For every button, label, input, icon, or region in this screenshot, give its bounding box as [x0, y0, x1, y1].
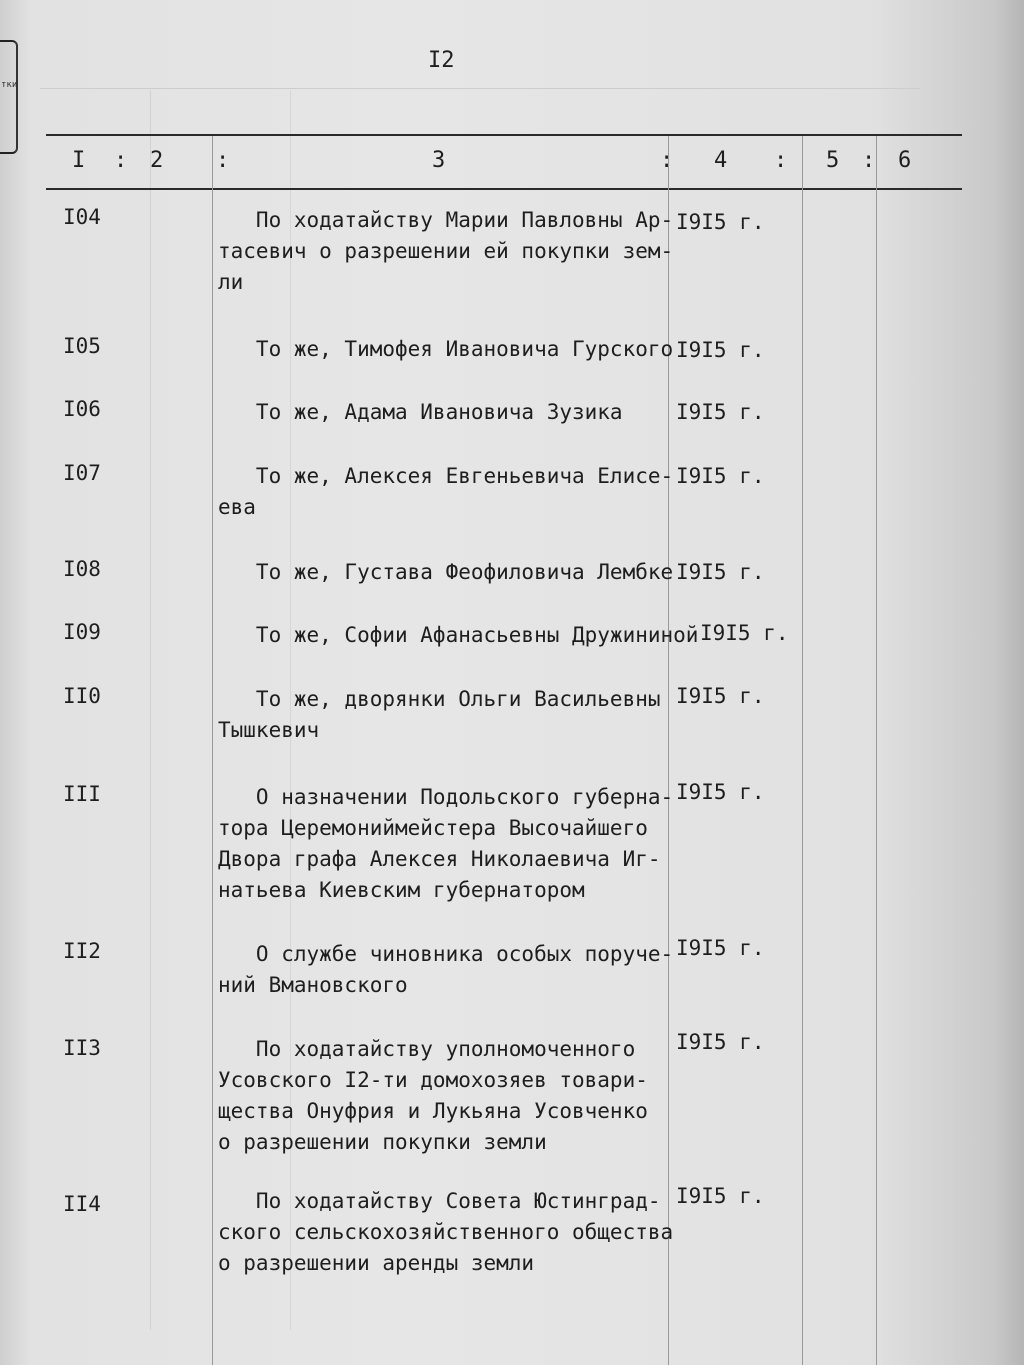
- row-title: О службе чиновника особых поруче- ний Вмановского: [218, 942, 674, 997]
- row-date: I9I5 г.: [676, 780, 765, 804]
- column-header-3: 3: [432, 148, 446, 173]
- column-divider: [212, 136, 213, 1365]
- row-date: I9I5 г.: [676, 400, 765, 424]
- column-header-sep: :: [216, 148, 230, 173]
- page-number: I2: [428, 48, 455, 73]
- row-title: То же, Алексея Евгеньевича Елисе- ева: [218, 464, 674, 519]
- column-divider: [802, 136, 803, 1365]
- row-title: То же, Софии Афанасьевны Дружининой: [218, 623, 699, 647]
- row-number: I04: [63, 205, 101, 229]
- row-number: III: [63, 782, 101, 806]
- row-date: I9I5 г.: [700, 621, 789, 645]
- adjacent-page-edge: [0, 40, 18, 154]
- column-header-sep: :: [660, 148, 674, 173]
- row-number: II4: [63, 1192, 101, 1216]
- column-header-sep: :: [114, 148, 128, 173]
- row-date: I9I5 г.: [676, 560, 765, 584]
- row-title: По ходатайству Марии Павловны Ар- тасевич о разрешении ей покупки зем- ли: [218, 208, 674, 294]
- row-title: То же, Густава Феофиловича Лембке: [218, 560, 674, 584]
- column-header-1: I: [72, 148, 86, 173]
- column-header-sep: :: [774, 148, 788, 173]
- column-divider: [876, 136, 877, 1365]
- row-title: То же, дворянки Ольги Васильевны Тышкевич: [218, 687, 661, 742]
- row-title: То же, Адама Ивановича Зузика: [218, 400, 623, 424]
- row-title: То же, Тимофея Ивановича Гурского: [218, 337, 674, 361]
- row-number: I06: [63, 397, 101, 421]
- column-header-5: 5: [826, 148, 840, 173]
- row-number: II2: [63, 939, 101, 963]
- row-date: I9I5 г.: [676, 936, 765, 960]
- row-date: I9I5 г.: [676, 210, 765, 234]
- column-header-6: 6: [898, 148, 912, 173]
- side-label: тки: [1, 80, 18, 90]
- row-title: О назначении Подольского губерна- тора Церемониймейстера Высочайшего Двора графа Алексея Николаевича Иг- натьева Киевским губернатором: [218, 785, 674, 902]
- row-title: По ходатайству Совета Юстинград- ского сельскохозяйственного общества о разрешении аренды земли: [218, 1189, 674, 1275]
- row-date: I9I5 г.: [676, 1184, 765, 1208]
- row-title: По ходатайству уполномоченного Усовского I2-ти домохозяев товари- щества Онуфрия и Лукьяна Усовченко о разрешении покупки земли: [218, 1037, 648, 1154]
- column-header-sep: :: [862, 148, 876, 173]
- row-number: II0: [63, 684, 101, 708]
- row-date: I9I5 г.: [676, 1030, 765, 1054]
- row-number: I05: [63, 334, 101, 358]
- row-date: I9I5 г.: [676, 684, 765, 708]
- row-number: I09: [63, 620, 101, 644]
- row-date: I9I5 г.: [676, 464, 765, 488]
- column-divider: [668, 136, 669, 1365]
- column-header-4: 4: [714, 148, 728, 173]
- table-top-rule: [46, 134, 962, 136]
- table-header-rule: [46, 188, 962, 190]
- bleed-through-lines: [150, 90, 151, 1330]
- row-number: II3: [63, 1036, 101, 1060]
- bleed-through-lines: [40, 88, 920, 89]
- row-number: I07: [63, 461, 101, 485]
- column-header-2: 2: [150, 148, 164, 173]
- row-number: I08: [63, 557, 101, 581]
- row-date: I9I5 г.: [676, 338, 765, 362]
